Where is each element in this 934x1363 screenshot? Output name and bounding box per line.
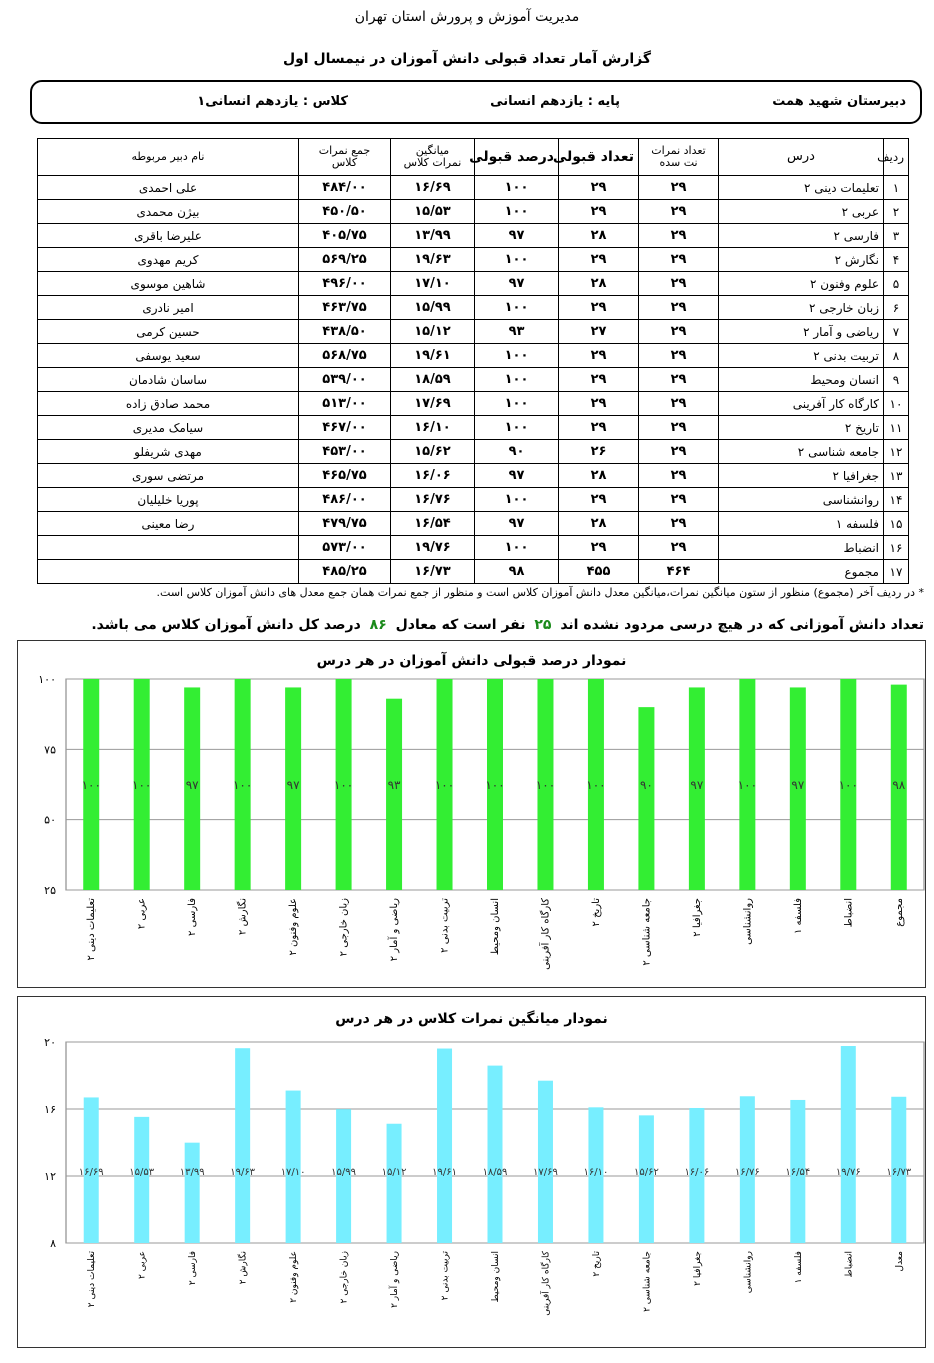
x-category-label: جغرافیا ۲ [692,1251,703,1286]
col-subject: درس [719,139,884,176]
table-row [38,272,909,296]
y-tick-label: ۱۲ [44,1170,56,1183]
x-category-label: ریاضی و آمار ۲ [390,1251,401,1308]
row-passed: ۲۹ [559,416,639,440]
y-tick-label: ۱۰۰ [38,673,56,686]
row-passed: ۴۵۵ [559,560,639,584]
bar-value-label: ۱۳/۹۹ [179,1167,205,1178]
row-teacher: بیژن محمدی [38,200,299,224]
table-row [38,344,909,368]
row-pct: ۹۷ [475,272,559,296]
row-number: ۱۱ [884,416,909,440]
row-pct: ۹۷ [475,224,559,248]
row-sum: ۵۷۳/۰۰ [299,536,391,560]
row-pct: ۹۷ [475,464,559,488]
row-sum: ۴۶۵/۷۵ [299,464,391,488]
row-pct: ۹۰ [475,440,559,464]
row-avg: ۱۶/۰۶ [391,464,475,488]
bar-value-label: ۱۰۰ [535,778,556,792]
row-avg: ۱۳/۹۹ [391,224,475,248]
table-row [38,416,909,440]
row-avg: ۱۵/۶۲ [391,440,475,464]
row-avg: ۱۷/۱۰ [391,272,475,296]
chart1-title: نمودار درصد قبولی دانش آموزان در هر درس [316,653,627,669]
table-row [38,248,909,272]
col-passed: تعداد قبولی [559,139,639,176]
row-count: ۲۹ [639,320,719,344]
row-count: ۲۹ [639,536,719,560]
row-pct: ۹۷ [475,512,559,536]
row-teacher: مرتضی سوری [38,464,299,488]
table-row [38,392,909,416]
row-teacher [38,536,299,560]
row-pct: ۱۰۰ [475,248,559,272]
row-number: ۱۰ [884,392,909,416]
row-teacher: محمد صادق زاده [38,392,299,416]
row-pct: ۱۰۰ [475,392,559,416]
table-header-row [38,139,909,176]
col-sum: جمع نمرات کلاس [299,139,391,176]
x-category-label: معدل [894,1251,905,1272]
bar-value-label: ۱۹/۶۱ [432,1167,457,1178]
row-pct: ۱۰۰ [475,536,559,560]
row-subject: جامعه شناسی ۲ [719,440,884,464]
row-avg: ۱۵/۹۹ [391,296,475,320]
x-category-label: مجموع [893,898,905,927]
bar-value-label: ۱۷/۱۰ [280,1167,306,1178]
x-category-label: فارسی ۲ [187,898,199,936]
row-count: ۲۹ [639,344,719,368]
pass-pct-chart [17,640,926,988]
x-category-label: تاریخ ۲ [591,1251,602,1277]
row-subject: علوم وفنون ۲ [719,272,884,296]
x-category-label: انضباط [844,1251,855,1278]
bar-value-label: ۹۰ [639,778,653,792]
row-passed: ۲۹ [559,176,639,200]
row-sum: ۴۰۵/۷۵ [299,224,391,248]
row-teacher: علی احمدی [38,176,299,200]
row-pct: ۹۸ [475,560,559,584]
y-tick-label: ۷۵ [44,743,56,757]
bar-value-label: ۱۹/۶۳ [230,1167,256,1178]
row-count: ۲۹ [639,368,719,392]
row-pct: ۱۰۰ [475,488,559,512]
x-category-label: فلسفه ۱ [792,898,804,934]
x-category-label: عربی ۲ [136,898,148,930]
bar-value-label: ۱۰۰ [333,778,354,792]
row-sum: ۵۱۳/۰۰ [299,392,391,416]
row-number: ۱۵ [884,512,909,536]
row-teacher: رضا معینی [38,512,299,536]
row-count: ۲۹ [639,248,719,272]
table-row [38,200,909,224]
bar [538,1081,553,1243]
bar-value-label: ۱۰۰ [232,778,253,792]
table-row [38,440,909,464]
row-subject: کارگاه کار آفرینی [719,392,884,416]
bar [134,1117,149,1243]
summary-pct: ۸۶ [369,617,387,633]
chart2-svg [18,997,925,1347]
x-category-label: تربیت بدنی ۲ [440,1251,451,1301]
row-number: ۹ [884,368,909,392]
row-pct: ۱۰۰ [475,176,559,200]
row-sum: ۴۹۶/۰۰ [299,272,391,296]
row-count: ۲۹ [639,464,719,488]
row-number: ۱۷ [884,560,909,584]
bar-value-label: ۱۶/۷۶ [734,1167,760,1178]
row-passed: ۲۹ [559,200,639,224]
row-count: ۲۹ [639,440,719,464]
row-subject: نگارش ۲ [719,248,884,272]
row-sum: ۴۶۷/۰۰ [299,416,391,440]
row-passed: ۲۸ [559,512,639,536]
x-category-label: تاریخ ۲ [590,898,602,927]
bar [235,1048,250,1243]
bar-value-label: ۱۷/۶۹ [533,1167,558,1178]
summary-part2: نفر است که معادل [395,617,526,633]
row-teacher: امیر نادری [38,296,299,320]
grades-table [37,138,909,584]
col-pass-pct: درصد قبولی [475,139,559,176]
row-sum: ۴۶۳/۷۵ [299,296,391,320]
summary-part3: درصد کل دانش آموزان کلاس می باشد. [91,617,361,633]
row-number: ۵ [884,272,909,296]
bar [488,1066,503,1243]
bar-value-label: ۱۶/۷۳ [886,1167,912,1178]
bar [638,707,654,890]
bar-value-label: ۱۰۰ [485,778,505,792]
row-number: ۴ [884,248,909,272]
table-row [38,176,909,200]
row-avg: ۱۵/۱۲ [391,320,475,344]
x-category-label: کارگاه کار آفرینی [540,898,552,970]
table-row [38,368,909,392]
row-passed: ۲۹ [559,488,639,512]
row-avg: ۱۵/۵۳ [391,200,475,224]
row-teacher: شاهین موسوی [38,272,299,296]
row-passed: ۲۹ [559,344,639,368]
row-count: ۲۹ [639,224,719,248]
row-teacher: ساسان شادمان [38,368,299,392]
bar-value-label: ۹۳ [387,778,401,792]
info-box [30,80,922,124]
bar-value-label: ۱۵/۱۲ [381,1167,407,1178]
row-count: ۲۹ [639,272,719,296]
summary-line [40,617,924,633]
row-sum: ۴۵۳/۰۰ [299,440,391,464]
x-category-label: عربی ۲ [137,1251,148,1280]
table-row [38,536,909,560]
row-passed: ۲۹ [559,536,639,560]
x-category-label: جامعه شناسی ۲ [642,1251,653,1312]
row-teacher [38,560,299,584]
row-number: ۱ [884,176,909,200]
x-category-label: جامعه شناسی ۲ [641,898,653,966]
report-title: گزارش آمار تعداد قبولی دانش آموزان در نیمسال اول [282,51,652,67]
row-subject: تربیت بدنی ۲ [719,344,884,368]
col-teacher: نام دبیر مربوطه [38,139,299,176]
table-row [38,464,909,488]
row-subject: فارسی ۲ [719,224,884,248]
row-subject: روانشناسی [719,488,884,512]
row-pct: ۱۰۰ [475,368,559,392]
bar [639,1115,654,1243]
row-pct: ۹۳ [475,320,559,344]
row-avg: ۱۶/۵۴ [391,512,475,536]
row-number: ۶ [884,296,909,320]
x-category-label: تعلیمات دینی ۲ [87,1251,98,1308]
row-passed: ۲۸ [559,224,639,248]
row-number: ۳ [884,224,909,248]
x-category-label: جغرافیا ۲ [691,898,703,937]
row-sum: ۴۳۸/۵۰ [299,320,391,344]
org-title: مدیریت آموزش و پرورش استان تهران [354,9,580,25]
row-subject: تاریخ ۲ [719,416,884,440]
row-pct: ۱۰۰ [475,344,559,368]
row-teacher: سعید یوسفی [38,344,299,368]
row-sum: ۴۸۶/۰۰ [299,488,391,512]
row-teacher: مهدی شریفلو [38,440,299,464]
x-category-label: زبان خارجی ۲ [339,1251,350,1304]
row-avg: ۱۹/۶۳ [391,248,475,272]
row-count: ۲۹ [639,512,719,536]
x-category-label: انسان ومحیط [490,898,501,956]
col-row: ردیف [884,139,909,176]
row-avg: ۱۸/۵۹ [391,368,475,392]
bar [386,699,402,890]
bar-value-label: ۱۶/۱۰ [583,1167,609,1178]
summary-part1: تعداد دانش آموزانی که در هیچ درسی مردود نشده اند [560,617,924,633]
bar-value-label: ۱۰۰ [434,778,455,792]
bar [437,1049,452,1243]
footnote: * در ردیف آخر (مجموع) منظور از ستون میانگین نمرات،میانگین معدل دانش آموزان کلاس است و منظور از جمع نمرات همان جمع معدل های دانش آموزان کلاس است. [156,586,924,599]
row-subject: مجموع [719,560,884,584]
row-sum: ۵۶۹/۲۵ [299,248,391,272]
school-name: دبیرستان شهید همت [772,94,906,109]
x-category-label: تعلیمات دینی ۲ [86,898,98,961]
x-category-label: فارسی ۲ [188,1251,199,1286]
y-tick-label: ۵۰ [44,813,56,827]
bar-value-label: ۱۶/۵۴ [785,1167,811,1178]
row-subject: تعلیمات دینی ۲ [719,176,884,200]
row-avg: ۱۶/۶۹ [391,176,475,200]
table-row [38,296,909,320]
x-category-label: زبان خارجی ۲ [338,898,350,957]
bar-value-label: ۱۶/۰۶ [684,1167,710,1178]
row-sum: ۵۶۸/۷۵ [299,344,391,368]
bar-value-label: ۱۰۰ [586,778,606,792]
chart1-svg [18,641,925,987]
row-sum: ۴۷۹/۷۵ [299,512,391,536]
x-category-label: علوم وفنون ۲ [289,1251,300,1303]
row-sum: ۴۵۰/۵۰ [299,200,391,224]
row-count: ۲۹ [639,488,719,512]
row-subject: جغرافیا ۲ [719,464,884,488]
row-teacher: کریم مهدوی [38,248,299,272]
row-number: ۱۳ [884,464,909,488]
y-tick-label: ۲۰ [44,1036,56,1049]
x-category-label: کارگاه کار آفرینی [541,1251,552,1316]
x-category-label: علوم وفنون ۲ [288,898,300,956]
row-pct: ۱۰۰ [475,296,559,320]
bar [841,1046,856,1243]
row-sum: ۴۸۴/۰۰ [299,176,391,200]
row-passed: ۲۸ [559,464,639,488]
bar-value-label: ۹۷ [791,778,805,792]
row-count: ۲۹ [639,176,719,200]
y-tick-label: ۸ [50,1237,56,1250]
x-category-label: انسان ومحیط [491,1251,501,1303]
bar-value-label: ۱۰۰ [737,778,758,792]
bar-value-label: ۹۸ [892,778,906,792]
row-sum: ۴۸۵/۲۵ [299,560,391,584]
x-category-label: انضباط [843,898,855,928]
row-number: ۷ [884,320,909,344]
bar-value-label: ۱۹/۷۶ [835,1167,861,1178]
row-number: ۱۶ [884,536,909,560]
table-row [38,560,909,584]
col-avg: میانگین نمرات کلاس [391,139,475,176]
x-category-label: نگارش ۲ [238,1251,249,1285]
chart2-title: نمودار میانگین نمرات کلاس در هر درس [335,1011,608,1027]
bar-value-label: ۱۵/۹۹ [331,1167,357,1178]
row-pct: ۱۰۰ [475,200,559,224]
bar-value-label: ۱۵/۶۲ [633,1167,659,1178]
row-subject: زبان خارجی ۲ [719,296,884,320]
row-avg: ۱۹/۶۱ [391,344,475,368]
row-count: ۴۶۴ [639,560,719,584]
row-passed: ۲۹ [559,248,639,272]
col-count: تعداد نمرات نت سده [639,139,719,176]
bar [185,1143,200,1243]
table-row [38,512,909,536]
bar-value-label: ۱۸/۵۹ [482,1167,508,1178]
row-avg: ۱۶/۷۳ [391,560,475,584]
row-count: ۲۹ [639,296,719,320]
row-passed: ۲۹ [559,296,639,320]
table-row [38,320,909,344]
x-category-label: ریاضی و آمار ۲ [389,898,401,962]
grade-label: پایه : یازدهم انسانی [490,94,620,109]
row-subject: انسان ومحیط [719,368,884,392]
row-number: ۲ [884,200,909,224]
bar-value-label: ۹۷ [690,778,704,792]
avg-chart [17,996,926,1348]
table-row [38,488,909,512]
row-teacher: سیامک مدیری [38,416,299,440]
y-tick-label: ۱۶ [44,1103,56,1116]
bar-value-label: ۱۰۰ [132,778,152,792]
x-category-label: روانشناسی [742,898,754,945]
row-passed: ۲۹ [559,392,639,416]
row-teacher: حسین کرمی [38,320,299,344]
y-tick-label: ۲۵ [44,884,56,897]
bar [387,1124,402,1243]
row-passed: ۲۷ [559,320,639,344]
row-avg: ۱۹/۷۶ [391,536,475,560]
summary-count: ۲۵ [534,617,552,633]
bar-value-label: ۱۰۰ [81,778,101,792]
row-count: ۲۹ [639,416,719,440]
bar-value-label: ۱۵/۵۳ [129,1167,155,1178]
row-passed: ۲۸ [559,272,639,296]
row-passed: ۲۶ [559,440,639,464]
row-subject: عربی ۲ [719,200,884,224]
row-count: ۲۹ [639,392,719,416]
x-category-label: نگارش ۲ [237,898,249,935]
row-subject: فلسفه ۱ [719,512,884,536]
row-avg: ۱۶/۱۰ [391,416,475,440]
row-number: ۸ [884,344,909,368]
row-avg: ۱۶/۷۶ [391,488,475,512]
x-category-label: روانشناسی [743,1251,754,1294]
bar-value-label: ۹۷ [185,778,199,792]
row-subject: ریاضی و آمار ۲ [719,320,884,344]
row-passed: ۲۹ [559,368,639,392]
row-number: ۱۴ [884,488,909,512]
row-avg: ۱۷/۶۹ [391,392,475,416]
class-label: کلاس : یازدهم انسانی۱ [197,94,348,109]
bar-value-label: ۹۷ [286,778,300,792]
row-subject: انضباط [719,536,884,560]
bar-value-label: ۱۶/۶۹ [78,1167,104,1178]
bar-value-label: ۱۰۰ [838,778,858,792]
row-teacher: پوریا خلیلیان [38,488,299,512]
x-category-label: تربیت بدنی ۲ [439,898,451,953]
row-pct: ۱۰۰ [475,416,559,440]
row-sum: ۵۳۹/۰۰ [299,368,391,392]
row-count: ۲۹ [639,200,719,224]
table-row [38,224,909,248]
row-number: ۱۲ [884,440,909,464]
row-teacher: علیرضا باقری [38,224,299,248]
x-category-label: فلسفه ۱ [793,1251,804,1284]
